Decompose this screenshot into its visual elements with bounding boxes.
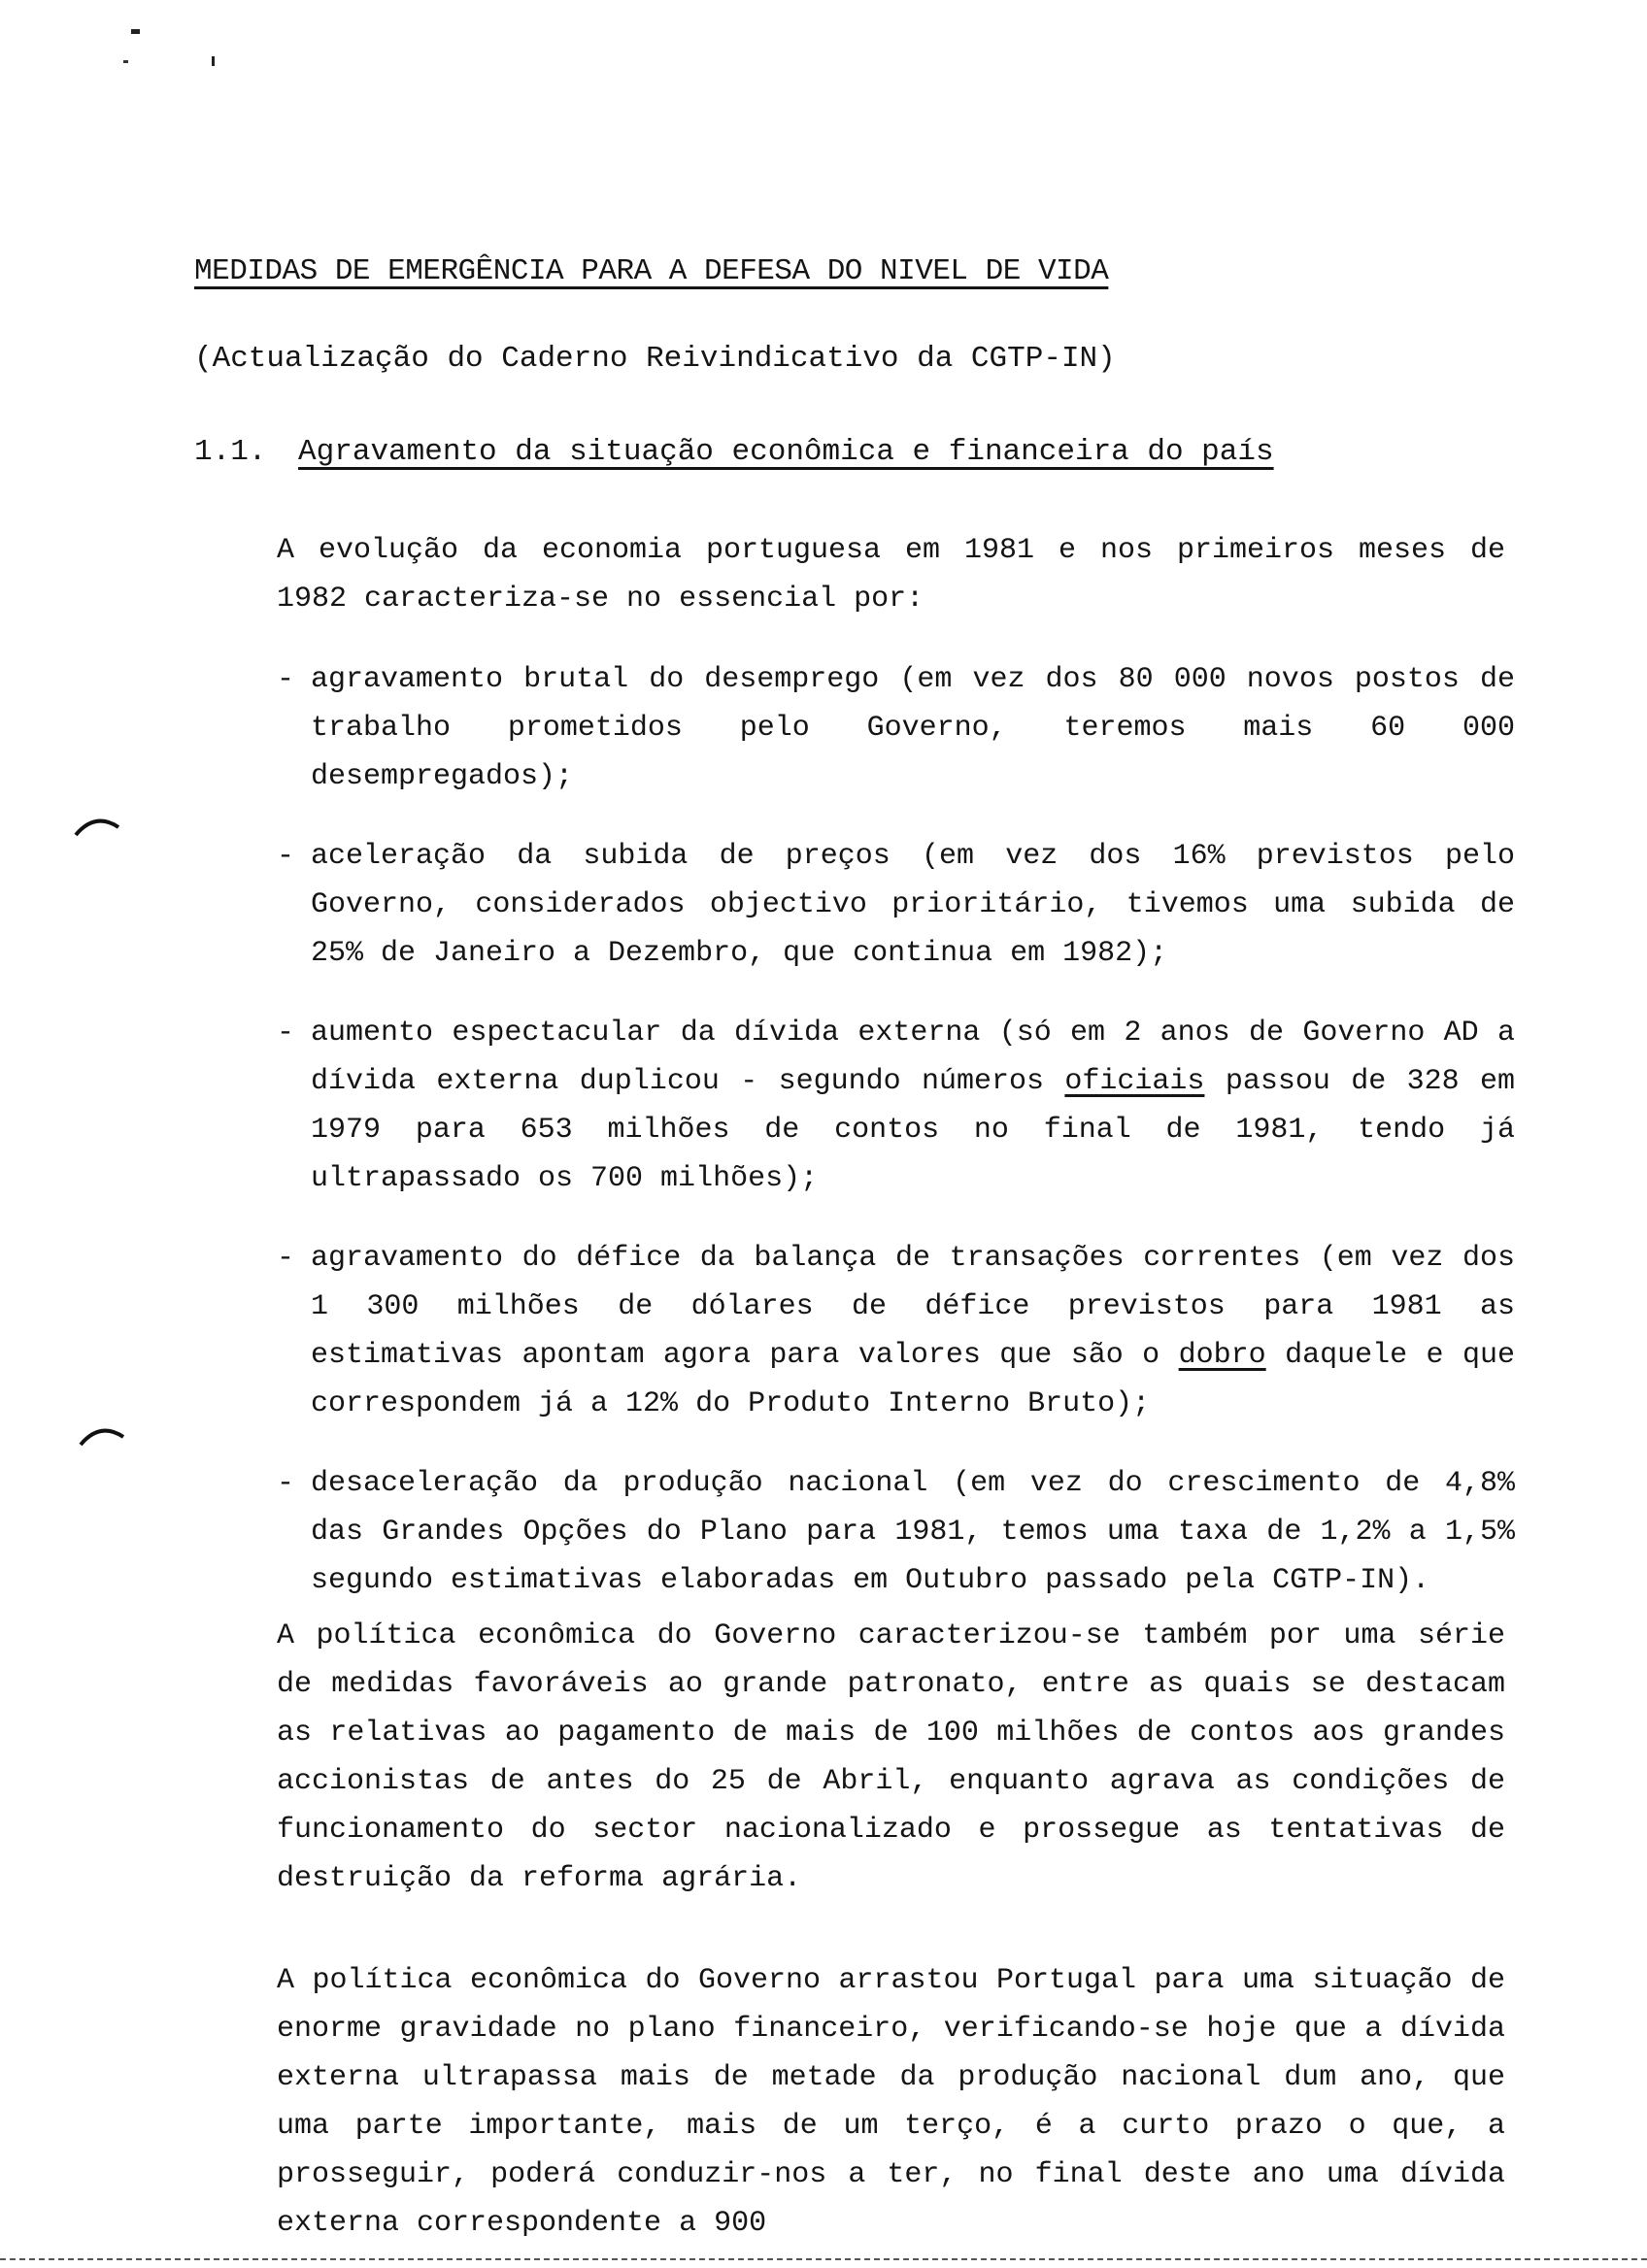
list-item-text-before: agravamento do défice da balança de transações correntes (em vez dos 1 300 milhões de dólares de défice previstos para 1981 as estimativas apontam agora para valores que são o: [311, 1242, 1515, 1372]
underlined-word: dobro: [1178, 1339, 1266, 1372]
list-item-text: agravamento brutal do desemprego (em vez dos 80 000 novos postos de trabalho prometidos pelo Governo, teremos mais 60 000 desempregados);: [311, 663, 1515, 793]
list-item-text: aceleração da subida de preços (em vez dos 16% previstos pelo Governo, considerados objectivo prioritário, tivemos uma subida de 25% de Janeiro a Dezembro, que continua em 1982);: [311, 840, 1515, 970]
bullet-dash: -: [277, 663, 295, 696]
document-title: MEDIDAS DE EMERGÊNCIA PARA A DEFESA DO NIVEL DE VIDA: [194, 254, 1109, 288]
bullet-list: [277, 655, 1515, 1636]
bullet-dash: -: [277, 1017, 295, 1050]
list-item: [277, 1459, 1515, 1605]
section-number: 1.1.: [194, 435, 267, 469]
list-item: [277, 832, 1515, 978]
document-subtitle: (Actualização do Caderno Reivindicativo da CGTP-IN): [194, 342, 1116, 376]
bullet-dash: -: [277, 840, 295, 873]
section-title: Agravamento da situação econômica e financeira do país: [298, 435, 1274, 469]
list-item: [277, 655, 1515, 801]
list-item-text-after: passou de 328 em 1979 para 653 milhões de contos no final de 1981, tendo já ultrapassado os 700 milhões);: [311, 1065, 1515, 1195]
section-heading: [194, 435, 1274, 469]
list-item-text-after: daquele e que correspondem já a 12% do Produto Interno Bruto);: [311, 1339, 1515, 1420]
body-paragraph: A política econômica do Governo arrastou Portugal para uma situação de enorme gravidade no plano financeiro, verificando-se hoje que a dívida externa ultrapassa mais de metade da produção nacional dum ano, que uma parte importante, mais de um terço, é a curto prazo o que, a prosseguir, poderá conduzir-nos a ter, no final deste ano uma dívida externa correspondente a 900: [277, 1964, 1505, 2240]
underlined-word: oficiais: [1064, 1065, 1205, 1098]
bullet-dash: -: [277, 1242, 295, 1275]
intro-paragraph: A evolução da economia portuguesa em 1981 e nos primeiros meses de 1982 caracteriza-se no essencial por:: [277, 534, 1505, 616]
list-item-text: desaceleração da produção nacional (em vez do crescimento de 4,8% das Grandes Opções do Plano para 1981, temos uma taxa de 1,2% a 1,5% segundo estimativas elaboradas em Outubro passado pela CGTP-IN).: [311, 1467, 1515, 1597]
list-item-text-before: aumento espectacular da dívida externa (só em 2 anos de Governo AD a dívida externa duplicou - segundo números: [311, 1017, 1515, 1098]
bullet-dash: -: [277, 1467, 295, 1500]
list-item: [277, 1009, 1515, 1203]
scan-speck: [212, 56, 215, 66]
body-paragraph: A política econômica do Governo caracterizou-se também por uma série de medidas favoráveis ao grande patronato, entre as quais se destacam as relativas ao pagamento de mais de 100 milhões de contos aos grandes accionistas de antes do 25 de Abril, enquanto agrava as condições de funcionamento do sector nacionalizado e prossegue as tentativas de destruição da reforma agrária.: [277, 1619, 1505, 1895]
scan-speck: [123, 60, 128, 63]
punch-hole-mark: [68, 806, 126, 845]
list-item: [277, 1234, 1515, 1428]
scan-speck: [131, 29, 140, 34]
punch-hole-mark: [73, 1416, 131, 1454]
page-bottom-edge: [0, 2258, 1647, 2260]
